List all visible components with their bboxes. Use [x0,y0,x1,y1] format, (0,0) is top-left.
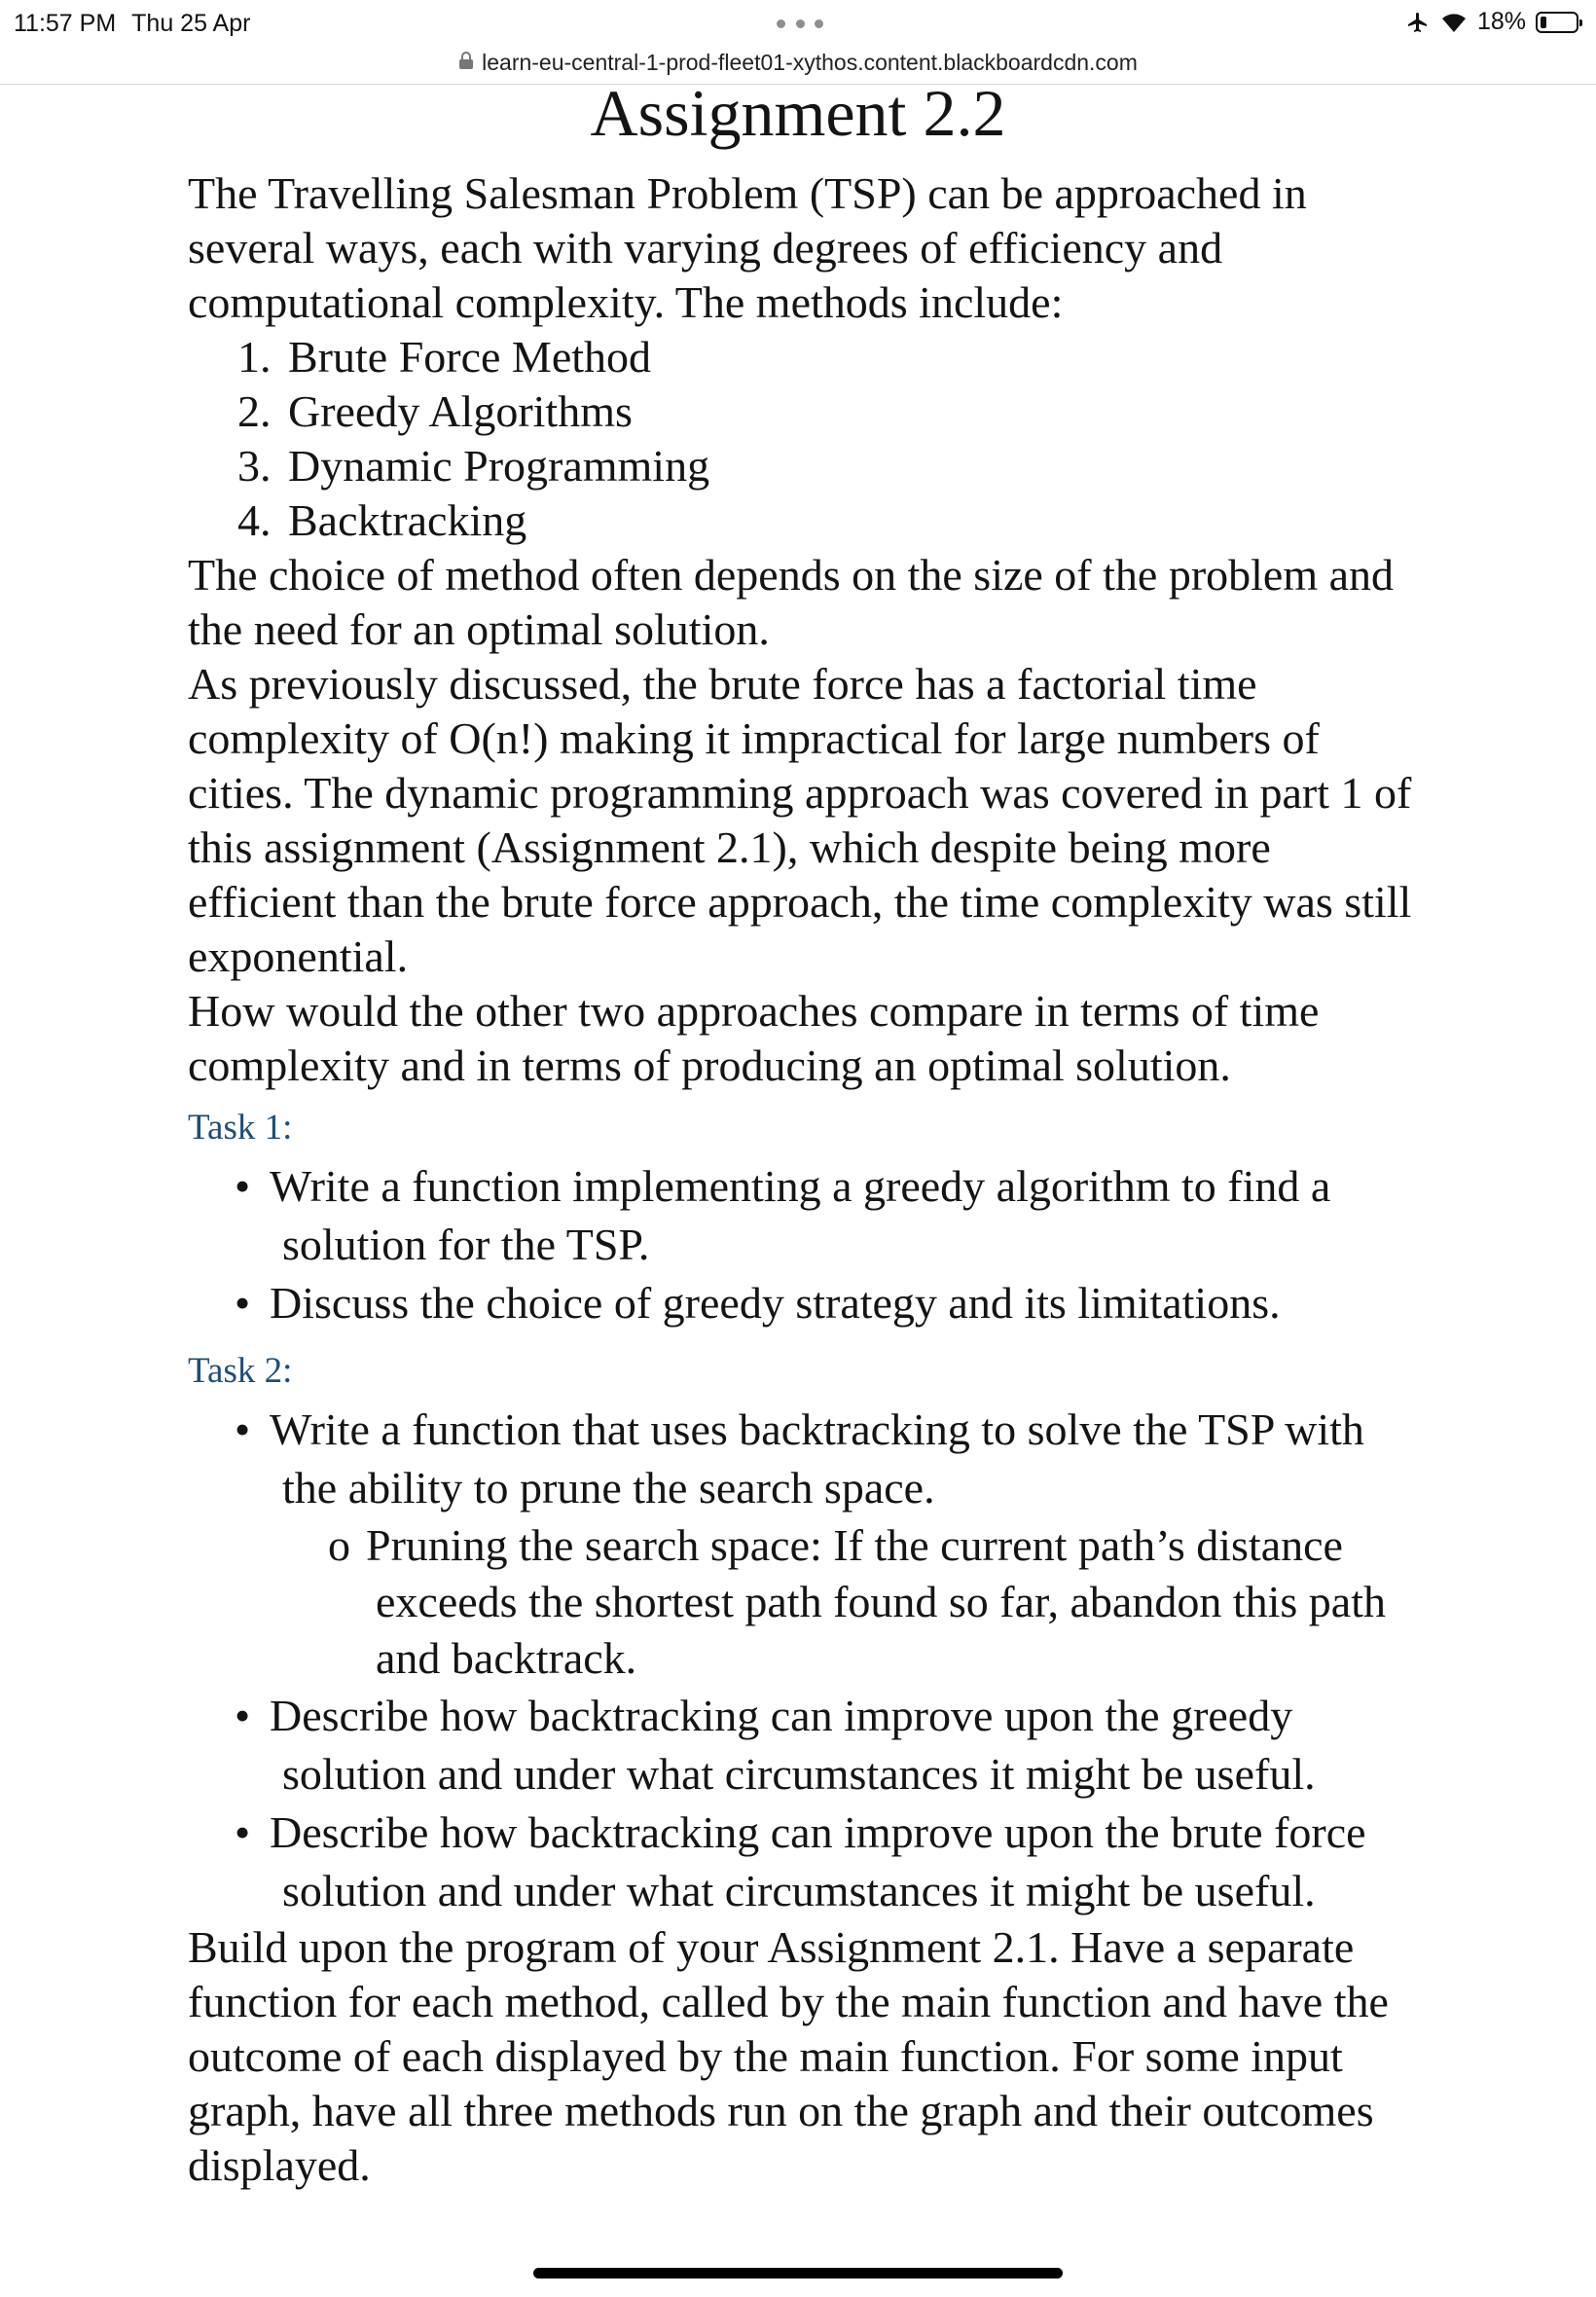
airplane-icon [1405,11,1431,34]
task2-sub-bullet-text: Pruning the search space: If the current path’s distance exceeds the shortest path found so far, abandon this path and backtrack. [366,1520,1386,1683]
choice-paragraph: The choice of method often depends on the size of the problem and the need for an optimal solution. [188,550,1395,654]
battery-icon [1536,12,1578,33]
bullet-icon: • [235,1278,251,1328]
task2-sub-bullets [188,1517,1424,1687]
wifi-icon [1440,12,1468,33]
task1-heading: Task 1: [188,1108,293,1148]
method-item: 4. Backtracking [282,493,1424,548]
task2-bullet [188,1804,1424,1920]
intro-paragraph: The Travelling Salesman Problem (TSP) can be approached in several ways, each with varying degrees of efficiency and computational complexity. The methods include: [188,168,1307,327]
task2-heading: Task 2: [188,1351,293,1391]
bullet-icon: • [235,1161,251,1211]
task2-sub-bullet [188,1517,1424,1687]
question-paragraph: How would the other two approaches compare in terms of time complexity and in terms of producing an optimal solution. [188,986,1320,1090]
task2-bullet [188,1401,1424,1517]
previous-discussion-paragraph: As previously discussed, the brute force has a factorial time complexity of O(n!) making it impractical for large numbers of cities. The dynamic programming approach was covered in part 1 of this assignment (Assignment 2.1), which despite being more efficient than the brute force approach, the time complexity was still exponential. [188,659,1412,981]
battery-percentage: 18% [1476,8,1526,35]
task1-bullet [188,1274,1424,1332]
task2-bullet [188,1687,1424,1804]
task2-bullets-continued [188,1687,1424,1920]
bullet-icon: • [235,1807,251,1857]
task1-bullet-text: Discuss the choice of greedy strategy and its limitations. [270,1278,1281,1328]
task1-bullet-text: Write a function implementing a greedy algorithm to find a solution for the TSP. [270,1161,1331,1269]
method-item: 2. Greedy Algorithms [282,384,1424,439]
hollow-bullet-icon: o [328,1520,350,1570]
battery-level [1541,17,1546,28]
task1-bullets [188,1157,1424,1332]
url-text[interactable]: learn-eu-central-1-prod-fleet01-xythos.content.blackboardcdn.com [482,49,1138,75]
bullet-icon: • [235,1691,251,1740]
methods-list [188,330,1424,548]
page-title: Assignment 2.2 [590,76,1006,150]
final-paragraph: Build upon the program of your Assignment 2.1. Have a separate function for each method, called by the main function and have the outcome of each displayed by the main function. For some input graph, have all three methods run on the graph and their outcomes displayed. [188,1922,1389,2190]
status-time: 11:57 PM [14,10,117,37]
status-datetime [14,10,250,38]
task2-bullet-text: Describe how backtracking can improve upon the brute force solution and under what circumstances it might be useful. [270,1807,1366,1915]
task2-bullet-text: Describe how backtracking can improve upon the greedy solution and under what circumstances it might be useful. [270,1691,1316,1799]
status-bar [0,0,1596,47]
task1-bullet [188,1157,1424,1274]
method-item: 3. Dynamic Programming [282,439,1424,493]
status-indicators [1405,8,1578,36]
bullet-icon: • [235,1404,251,1454]
task2-bullets [188,1401,1424,1517]
home-indicator[interactable] [533,2268,1063,2279]
multitasking-handle[interactable] [777,19,823,29]
status-date: Thu 25 Apr [131,10,251,37]
task2-bullet-text: Write a function that uses backtracking to solve the TSP with the ability to prune the search space. [270,1404,1364,1513]
method-item: 1. Brute Force Method [282,330,1424,384]
document-body [188,166,1424,2193]
